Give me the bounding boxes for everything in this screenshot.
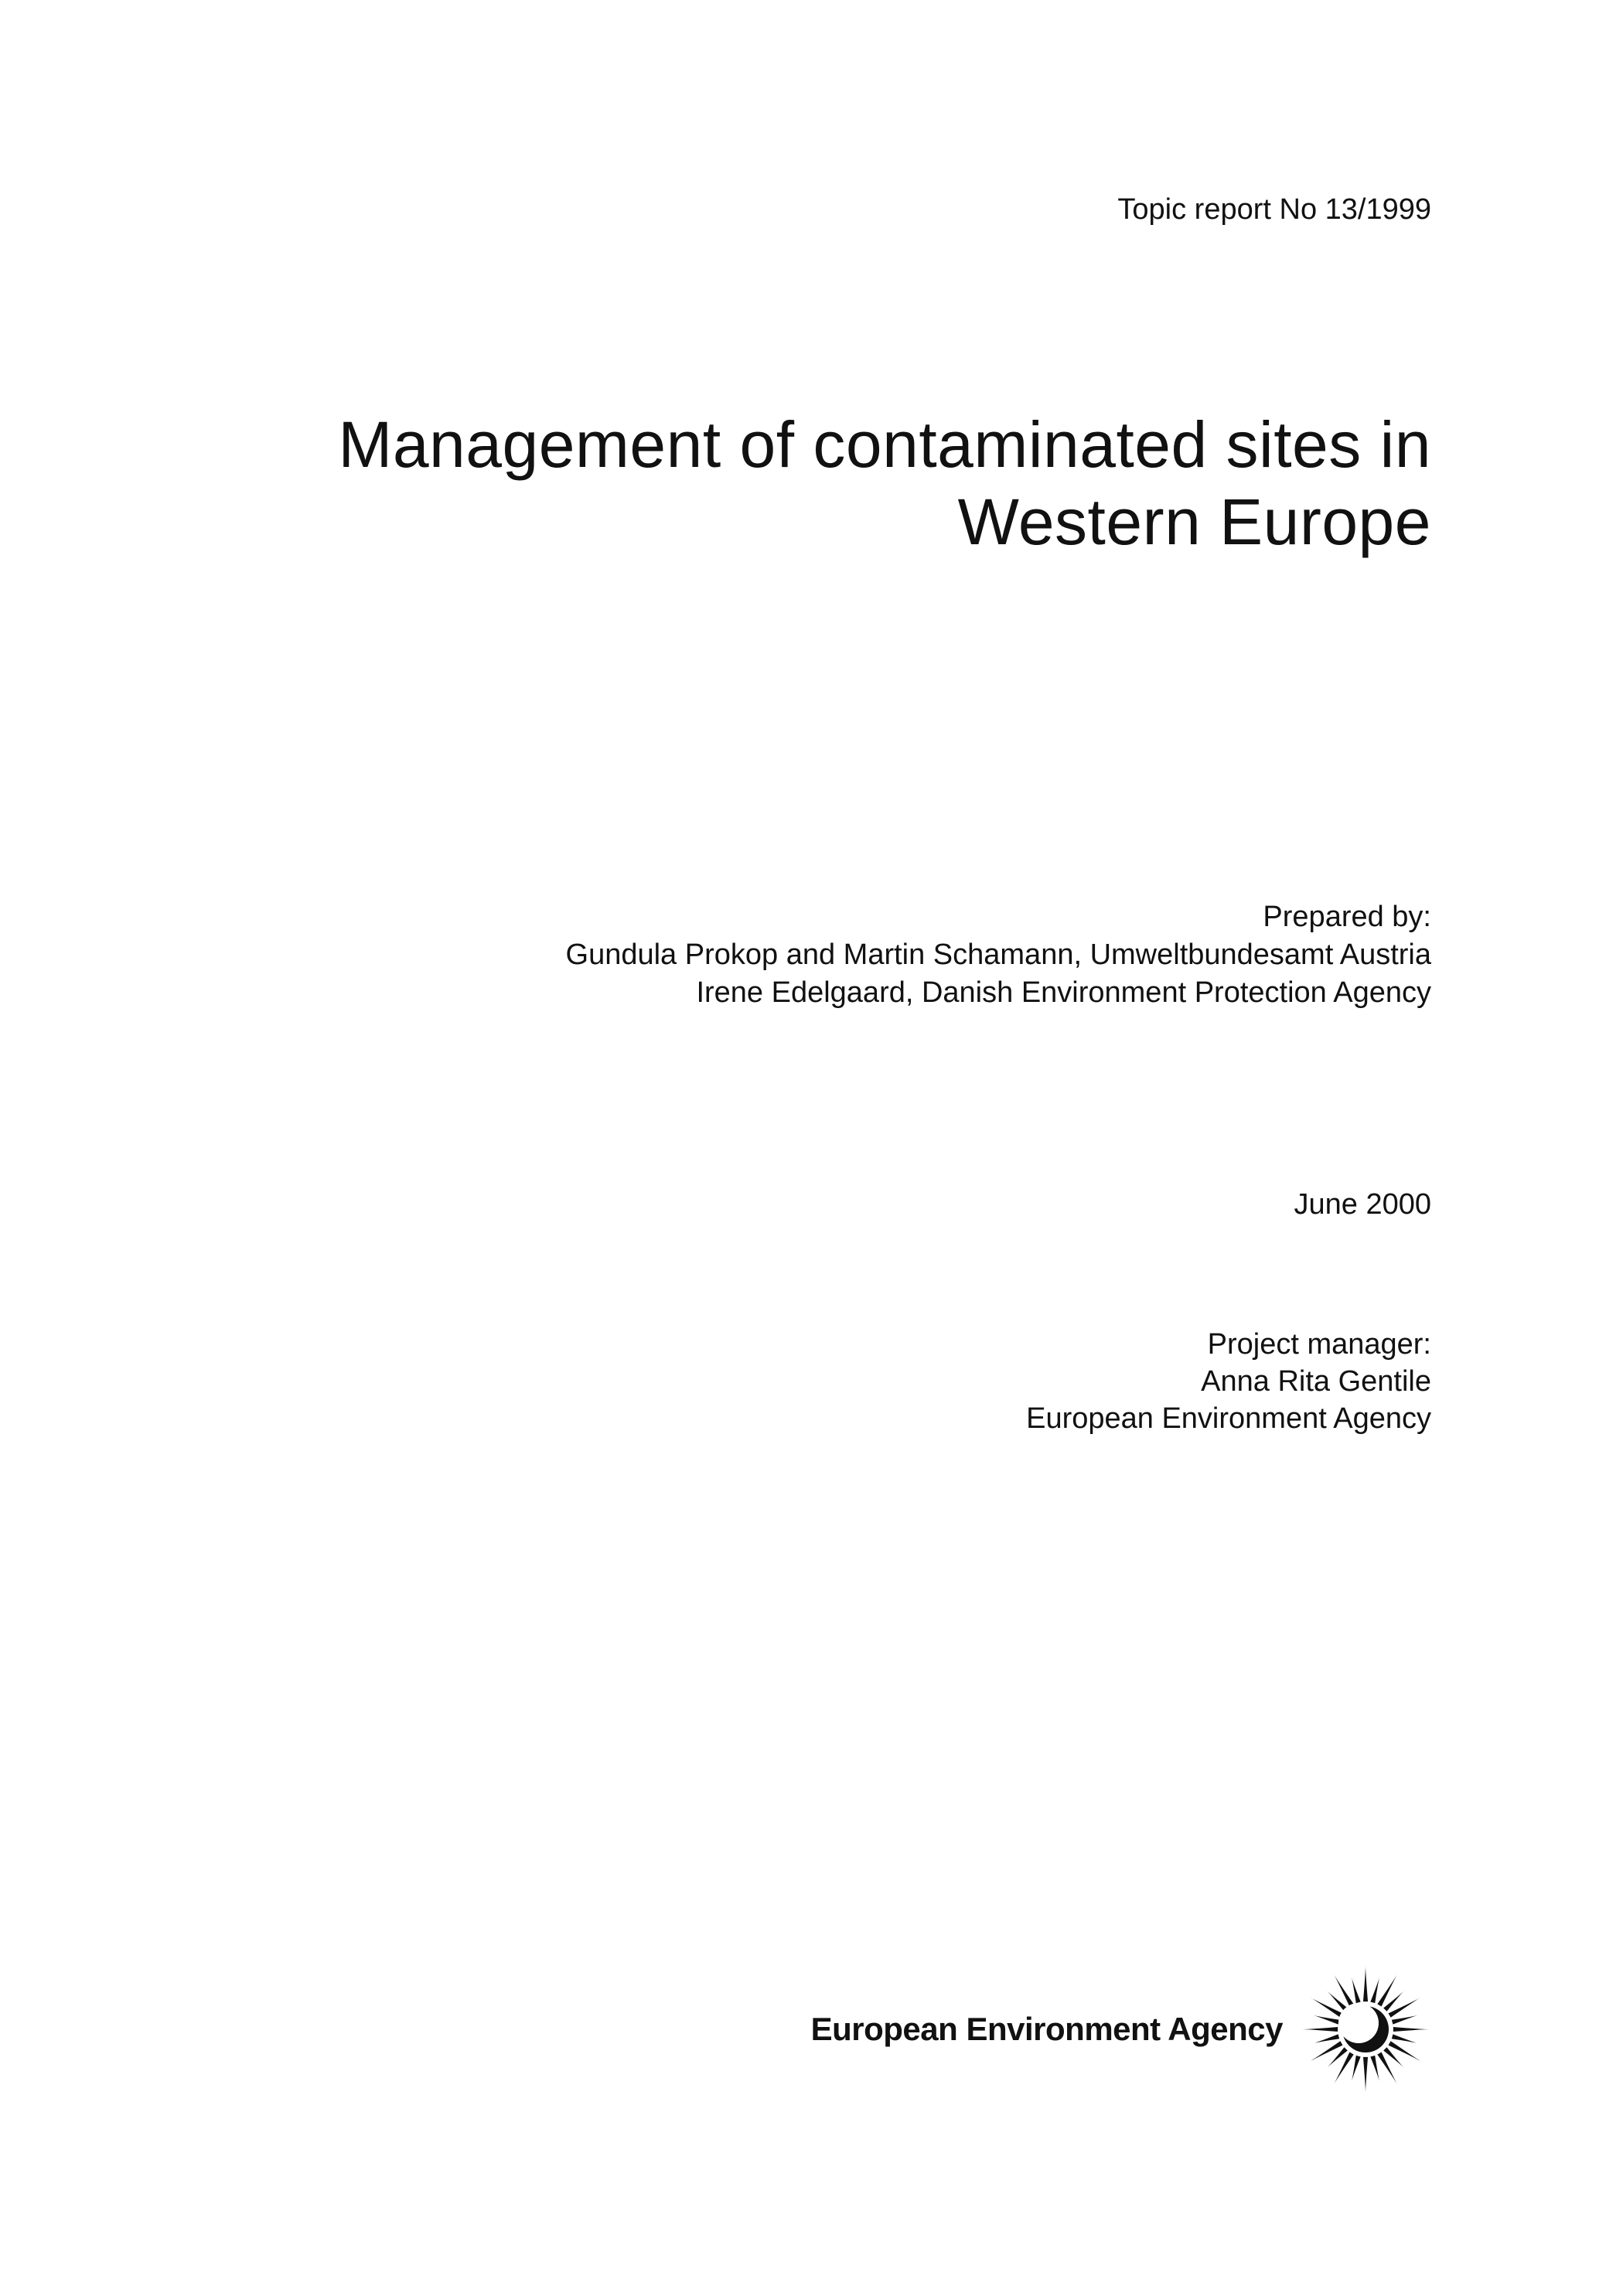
- report-number: Topic report No 13/1999: [1117, 193, 1431, 226]
- logo-ray: [1302, 2027, 1338, 2032]
- footer-agency-name: European Environment Agency: [810, 2011, 1283, 2047]
- prepared-by-label: Prepared by:: [1263, 901, 1431, 933]
- footer-logo: [811, 1964, 1431, 2095]
- project-manager-section: [1026, 1326, 1431, 1437]
- prepared-by-section: [566, 898, 1431, 1012]
- publication-date: June 2000: [1294, 1188, 1431, 1221]
- logo-ray: [1392, 2015, 1418, 2025]
- project-manager-label: Project manager:: [1207, 1328, 1431, 1361]
- eea-sun-logo-icon: [1300, 1964, 1431, 2095]
- logo-ray: [1363, 1966, 1368, 2001]
- logo-ray: [1313, 2015, 1339, 2025]
- title-line-2: Western Europe: [957, 485, 1431, 558]
- document-title: [338, 406, 1431, 560]
- logo-ray: [1313, 2034, 1339, 2043]
- logo-ray: [1393, 2027, 1429, 2032]
- project-manager-name: Anna Rita Gentile: [1201, 1365, 1431, 1398]
- logo-ray: [1363, 2057, 1368, 2093]
- logo-ray: [1370, 1977, 1379, 2003]
- logo-ray: [1352, 1977, 1361, 2003]
- logo-ray: [1392, 2034, 1418, 2043]
- project-manager-organisation: European Environment Agency: [1026, 1402, 1431, 1435]
- title-line-1: Management of contaminated sites in: [338, 408, 1431, 481]
- logo-ray: [1352, 2056, 1361, 2082]
- author-line-1: Gundula Prokop and Martin Schamann, Umweltbundesamt Austria: [565, 938, 1431, 971]
- author-line-2: Irene Edelgaard, Danish Environment Protection Agency: [696, 976, 1431, 1009]
- logo-ray: [1370, 2056, 1379, 2082]
